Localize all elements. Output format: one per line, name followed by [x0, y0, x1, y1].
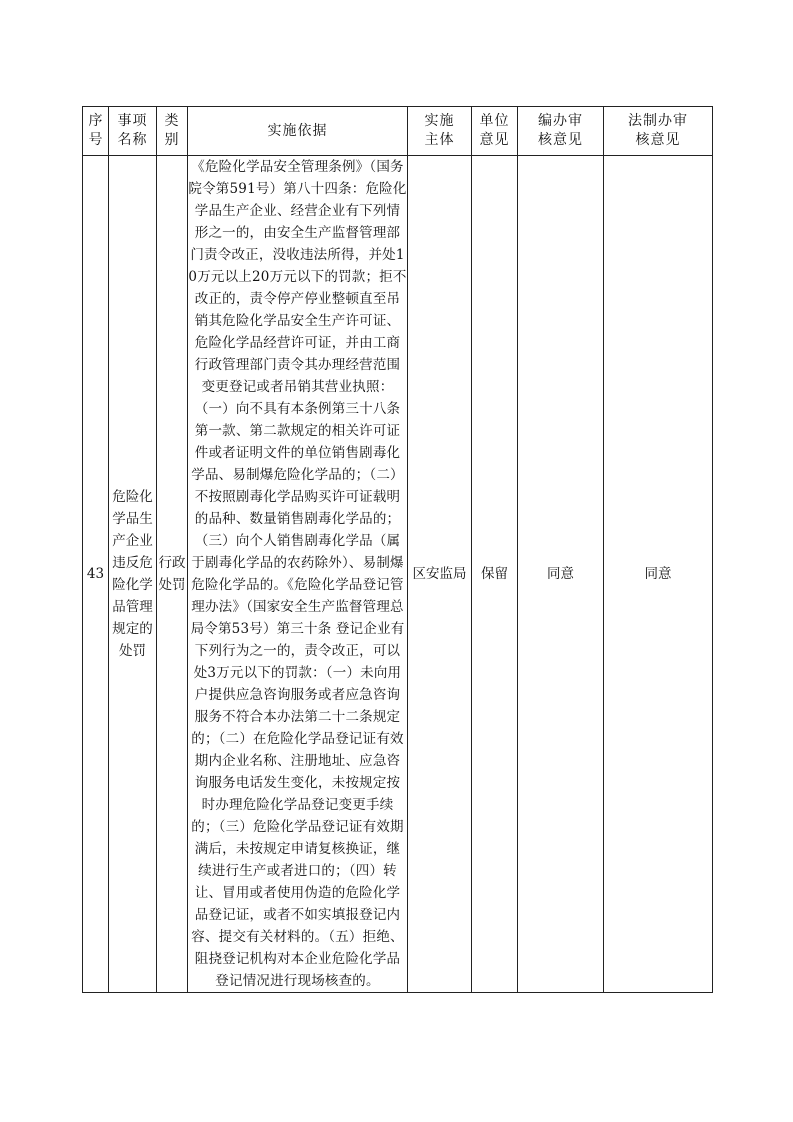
row-legal-review: 同意 [604, 156, 713, 993]
header-category: 类别 [157, 107, 188, 156]
approval-items-table [82, 106, 713, 993]
table-header-row [83, 107, 713, 156]
row-category: 行政处罚 [157, 156, 188, 993]
header-editorial-review: 编办审核意见 [518, 107, 604, 156]
header-basis: 实施依据 [188, 107, 408, 156]
header-seq: 序号 [83, 107, 109, 156]
row-editorial-review: 同意 [518, 156, 604, 993]
row-basis: 《危险化学品安全管理条例》（国务院令第591号）第八十四条：危险化学品生产企业、经营企业有下列情形之一的，由安全生产监督管理部门责令改正，没收违法所得，并处10万元以上20万元以下的罚款；拒不改正的，责令停产停业整顿直至吊销其危险化学品安全生产许可证、危险化学品经营许可证，并由工商行政管理部门责令其办理经营范围变更登记或者吊销其营业执照：（一）向不具有本条例第三十八条第一款、第二款规定的相关许可证件或者证明文件的单位销售剧毒化学品、易制爆危险化学品的；（二）不按照剧毒化学品购买许可证载明的品种、数量销售剧毒化学品的；（三）向个人销售剧毒化学品（属于剧毒化学品的农药除外）、易制爆危险化学品的。《危险化学品登记管理办法》（国家安全生产监督管理总局令第53号）第三十条 登记企业有下列行为之一的，责令改正，可以处3万元以下的罚款：（一）未向用户提供应急咨询服务或者应急咨询服务不符合本办法第二十二条规定的；（二）在危险化学品登记证有效期内企业名称、注册地址、应急咨询服务电话发生变化，未按规定按时办理危险化学品登记变更手续的；（三）危险化学品登记证有效期满后，未按规定申请复核换证，继续进行生产或者进口的；（四）转让、冒用或者使用伪造的危险化学品登记证，或者不如实填报登记内容、提交有关材料的。（五）拒绝、阻挠登记机构对本企业危险化学品登记情况进行现场核查的。 [188, 156, 408, 993]
header-item-name: 事项名称 [109, 107, 157, 156]
header-unit-opinion: 单位意见 [472, 107, 518, 156]
row-seq: 43 [83, 156, 109, 993]
header-legal-review: 法制办审核意见 [604, 107, 713, 156]
row-unit-opinion: 保留 [472, 156, 518, 993]
header-subject: 实施主体 [408, 107, 472, 156]
row-subject: 区安监局 [408, 156, 472, 993]
row-item-name: 危险化学品生产企业违反危险化学品管理规定的处罚 [109, 156, 157, 993]
table-row [83, 156, 713, 993]
